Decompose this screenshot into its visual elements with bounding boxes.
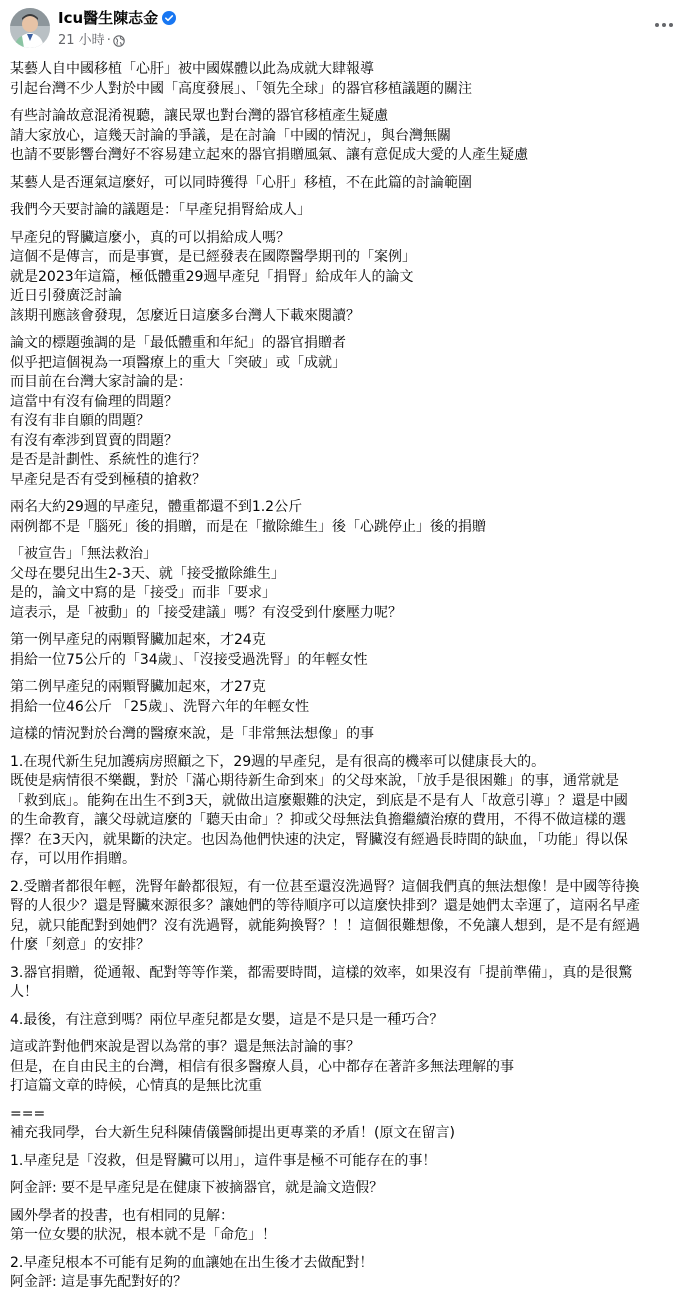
- more-horizontal-icon: [654, 22, 674, 28]
- post-paragraph: [10, 229, 690, 327]
- post-paragraph: [10, 334, 690, 490]
- post-text-line: 這表示，是「被動」的「接受建議」嗎？有沒受到什麼壓力呢？: [10, 604, 402, 621]
- post-paragraph: [10, 753, 690, 870]
- post-text-line: 2.受贈者都很年輕，洗腎年齡都很短，有一位甚至還沒洗過腎？這個我們真的無法想像！是中國等待換: [10, 878, 640, 895]
- post-text-line: 請大家放心，這幾天討論的爭議，是在討論「中國的情況」，與台灣無關: [10, 127, 451, 144]
- post-text-line: 補充我同學，台大新生兒科陳倩儀醫師提出更專業的矛盾！(原文在留言): [10, 1125, 455, 1141]
- post-paragraph: [10, 1207, 690, 1246]
- post-text-line: 似乎把這個視為一項醫療上的重大「突破」或「成就」: [10, 354, 346, 371]
- post-text-line: 兩例都不是「腦死」後的捐贈，而是在「撤除維生」後「心跳停止」後的捐贈: [10, 518, 486, 535]
- post-text-line: 什麼「刻意」的安排？: [10, 937, 150, 953]
- post-text-line: 而目前在台灣大家討論的是：: [10, 374, 192, 390]
- post-text-line: 1.早產兒是「沒救，但是腎臟可以用」，這件事是極不可能存在的事！: [10, 1152, 437, 1169]
- post-paragraph: [10, 1011, 690, 1031]
- post-text-line: 該期刊應該會發現，怎麼近日這麼多台灣人下載來閱讀？: [10, 307, 360, 324]
- post-text-line: 但是，在自由民主的台灣，相信有很多醫療人員，心中都存在著許多無法理解的事: [10, 1058, 514, 1075]
- post-text-line: 2.早產兒根本不可能有足夠的血讓她在出生後才去做配對！: [10, 1254, 374, 1271]
- post-paragraph: [10, 678, 690, 717]
- post-text-line: ===: [10, 1105, 46, 1122]
- post-text-line: 是的，論文中寫的是「接受」而非「要求」: [10, 585, 276, 601]
- post-paragraph: [10, 1105, 690, 1144]
- post-text-line: 阿金評: 這是事先配對好的？: [10, 1274, 188, 1290]
- post-text-line: 兩名大約29週的早產兒，體重都還不到1.2公斤: [10, 499, 303, 515]
- post-text-line: 腎的人很少？還是腎臟來源很多？讓她們的等待順序可以這麼快排到？還是她們太幸運了，這兩名早產: [10, 898, 640, 914]
- post-paragraph: [10, 60, 690, 99]
- post-text-line: 某藝人自中國移植「心肝」被中國媒體以此為成就大肆報導: [10, 61, 374, 77]
- post-text-line: 存，可以用作捐贈。: [10, 851, 136, 867]
- post-paragraph: [10, 1038, 690, 1097]
- post-paragraph: [10, 878, 690, 956]
- post-paragraph: [10, 201, 690, 221]
- post-text-line: 「被宣告」「無法救治」: [10, 546, 157, 562]
- avatar-portrait-icon: [10, 8, 50, 48]
- post-text-line: 引起台灣不少人對於中國「高度發展」、「領先全球」的器官移植議題的關注: [10, 80, 472, 97]
- post-text-line: 早產兒是否有受到極積的搶救？: [10, 471, 206, 488]
- post-text-line: 是否是計劃性、系統性的進行？: [10, 452, 206, 468]
- post-text-line: 這樣的情況對於台灣的醫療來說，是「非常無法想像」的事: [10, 726, 374, 742]
- more-options-button[interactable]: [649, 10, 679, 40]
- post-body: [10, 60, 690, 1301]
- post-timestamp[interactable]: 21 小時: [58, 33, 105, 48]
- post-text-line: 人！: [10, 984, 38, 1000]
- post-text-line: 我們今天要討論的議題是：「早產兒捐腎給成人」: [10, 202, 311, 218]
- author-name-row: [58, 8, 176, 28]
- post-text-line: 兒，就只能配對到她們？沒有洗過腎，就能夠換腎？！！這個很難想像，不免讓人想到，是不是有經過: [10, 917, 640, 934]
- post-text-line: 捐給一位75公斤的「34歲」、「沒接受過洗腎」的年輕女性: [10, 651, 368, 668]
- post-text-line: 某藝人是否運氣這麼好，可以同時獲得「心肝」移植，不在此篇的討論範圍: [10, 174, 472, 191]
- post-text-line: 父母在嬰兒出生2-3天、就「接受撤除維生」: [10, 565, 285, 582]
- post-paragraph: [10, 498, 690, 537]
- post-text-line: 有沒有牽涉到買賣的問題？: [10, 432, 178, 449]
- post-paragraph: [10, 1152, 690, 1172]
- post-text-line: 國外學者的投書，也有相同的見解：: [10, 1207, 234, 1224]
- post-text-line: 也請不要影響台灣好不容易建立起來的器官捐贈風氣、讓有意促成大愛的人產生疑慮: [10, 147, 528, 163]
- post-text-line: 近日引發廣泛討論: [10, 288, 122, 304]
- post-text-line: 有些討論故意混淆視聽，讓民眾也對台灣的器官移植產生疑慮: [10, 108, 388, 124]
- verified-badge-icon: [162, 11, 176, 25]
- post-text-line: 就是2023年這篇，極低體重29週早產兒「捐腎」給成年人的論文: [10, 268, 414, 285]
- post-text-line: 這或許對他們來說是習以為常的事？還是無法討論的事？: [10, 1039, 360, 1055]
- post-text-line: 這當中有沒有倫理的問題？: [10, 393, 178, 410]
- post-text-line: 第二例早產兒的兩顆腎臟加起來，才27克: [10, 679, 266, 695]
- post-text-line: 1.在現代新生兒加護病房照顧之下，29週的早產兒，是有很高的機率可以健康長大的。: [10, 753, 546, 770]
- post-paragraph: [10, 545, 690, 623]
- post-text-line: 第一例早產兒的兩顆腎臟加起來，才24克: [10, 632, 266, 648]
- post-text-line: 第一位女嬰的狀況，根本就不是「命危」！: [10, 1227, 276, 1243]
- post-text-line: 3.器官捐贈，從通報、配對等等作業，都需要時間，這樣的效率，如果沒有「提前準備」，真的是很驚: [10, 964, 633, 981]
- post-text-line: 的生命教育，讓父母就這麼的「聽天由命」？抑或父母無法負擔繼續治療的費用，不得不做這樣的選: [10, 812, 626, 828]
- post-text-line: 這個不是傳言，而是事實，是已經發表在國際醫學期刊的「案例」: [10, 249, 416, 265]
- post-paragraph: [10, 631, 690, 670]
- post-text-line: 「救到底」。能夠在出生不到3天，就做出這麼艱難的決定，到底是不是有人「故意引導」？還是中國: [10, 792, 628, 809]
- author-name[interactable]: Icu醫生陳志金: [58, 9, 159, 27]
- post-paragraph: [10, 964, 690, 1003]
- post-text-line: 捐給一位46公斤 「25歲」、洗腎六年的年輕女性: [10, 698, 310, 715]
- globe-icon[interactable]: [113, 35, 125, 47]
- avatar[interactable]: [10, 8, 50, 48]
- post-text-line: 早產兒的腎臟這麼小，真的可以捐給成人嗎？: [10, 229, 290, 246]
- post-text-line: 論文的標題強調的是「最低體重和年紀」的器官捐贈者: [10, 335, 346, 351]
- post-meta: [58, 32, 125, 50]
- post-header: [0, 0, 693, 60]
- post-text-line: 有沒有非自願的問題？: [10, 413, 150, 429]
- post-text-line: 打這篇文章的時候，心情真的是無比沈重: [10, 1078, 262, 1094]
- post-text-line: 既使是病情很不樂觀，對於「滿心期待新生命到來」的父母來說，「放手是很困難」的事，通常就是: [10, 773, 619, 789]
- post-paragraph: [10, 1254, 690, 1293]
- post-paragraph: [10, 107, 690, 166]
- post-text-line: 擇？在3天內，就果斷的決定。也因為他們快速的決定，腎臟沒有經過長時間的缺血，「功能」得以保: [10, 831, 628, 848]
- post-paragraph: [10, 725, 690, 745]
- post-paragraph: [10, 174, 690, 194]
- post-paragraph: [10, 1179, 690, 1199]
- meta-separator: ·: [106, 33, 111, 48]
- post-text-line: 4.最後，有注意到嗎？兩位早產兒都是女嬰，這是不是只是一種巧合？: [10, 1011, 444, 1028]
- post-text-line: 阿金評: 要不是早產兒是在健康下被摘器官，就是論文造假？: [10, 1180, 384, 1196]
